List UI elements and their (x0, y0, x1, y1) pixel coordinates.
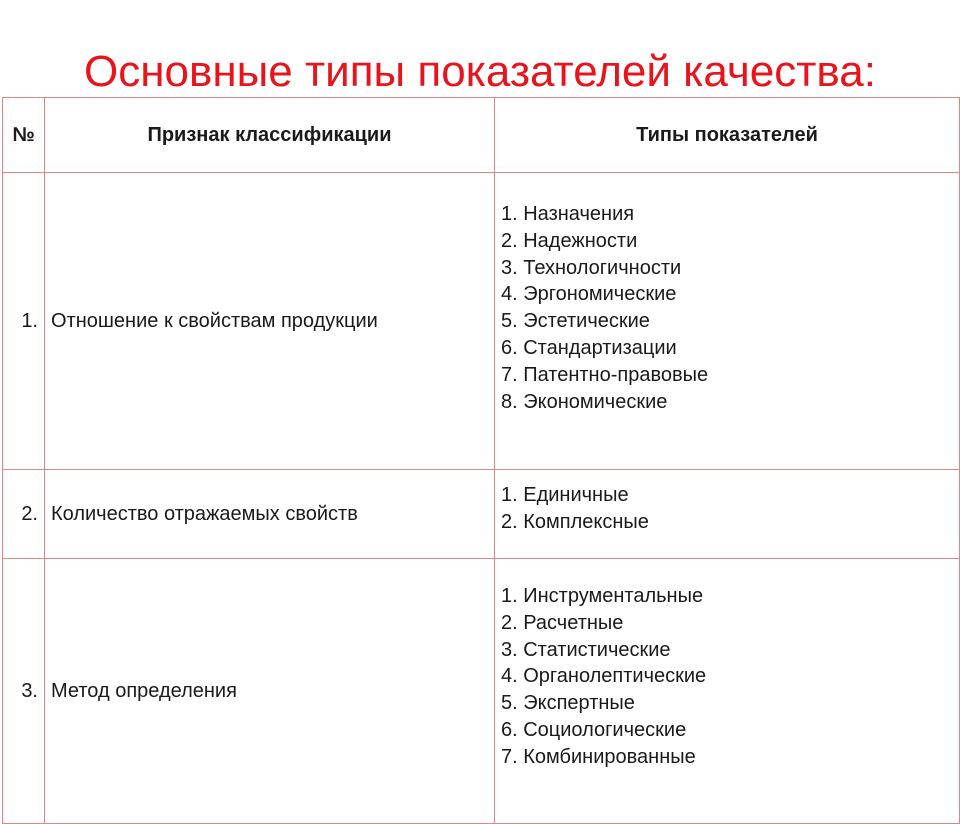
page-title: Основные типы показателей качества: (83, 47, 877, 96)
types-list (501, 201, 959, 415)
quality-indicators-table (2, 97, 960, 824)
list-item: 7. Патентно-правовые (501, 363, 709, 386)
table-row (3, 470, 960, 559)
row-types (495, 470, 960, 559)
header-num: № (3, 98, 45, 173)
list-item: 8. Экономические (501, 390, 668, 413)
list-item: 6. Стандартизации (501, 336, 677, 359)
list-item: 4. Органолептические (501, 665, 707, 688)
list-item: 2. Расчетные (501, 611, 624, 634)
list-item: 1. Назначения (501, 203, 635, 225)
list-item: 3. Технологичности (501, 256, 682, 279)
types-list (501, 583, 959, 771)
table-header-row (3, 98, 960, 173)
header-types: Типы показателей (495, 98, 960, 173)
list-item: 2. Комплексные (501, 510, 649, 533)
types-list (501, 482, 959, 536)
row-criterion: Количество отражаемых свойств (45, 470, 495, 559)
list-item: 5. Эстетические (501, 310, 650, 333)
list-item: 5. Экспертные (501, 692, 635, 715)
row-types (495, 173, 960, 470)
table-row (3, 559, 960, 824)
row-criterion: Отношение к свойствам продукции (45, 173, 495, 470)
list-item: 2. Надежности (501, 229, 638, 252)
list-item: 1. Единичные (501, 484, 629, 506)
row-number: 2. (3, 470, 45, 559)
row-number: 3. (3, 559, 45, 824)
list-item: 1. Инструментальные (501, 585, 704, 607)
list-item: 7. Комбинированные (501, 745, 696, 768)
list-item: 6. Социологические (501, 718, 687, 741)
row-types (495, 559, 960, 824)
list-item: 3. Статистические (501, 638, 671, 661)
list-item: 4. Эргономические (501, 283, 677, 306)
header-criterion: Признак классификации (45, 98, 495, 173)
row-criterion: Метод определения (45, 559, 495, 824)
row-number: 1. (3, 173, 45, 470)
table-row (3, 173, 960, 470)
